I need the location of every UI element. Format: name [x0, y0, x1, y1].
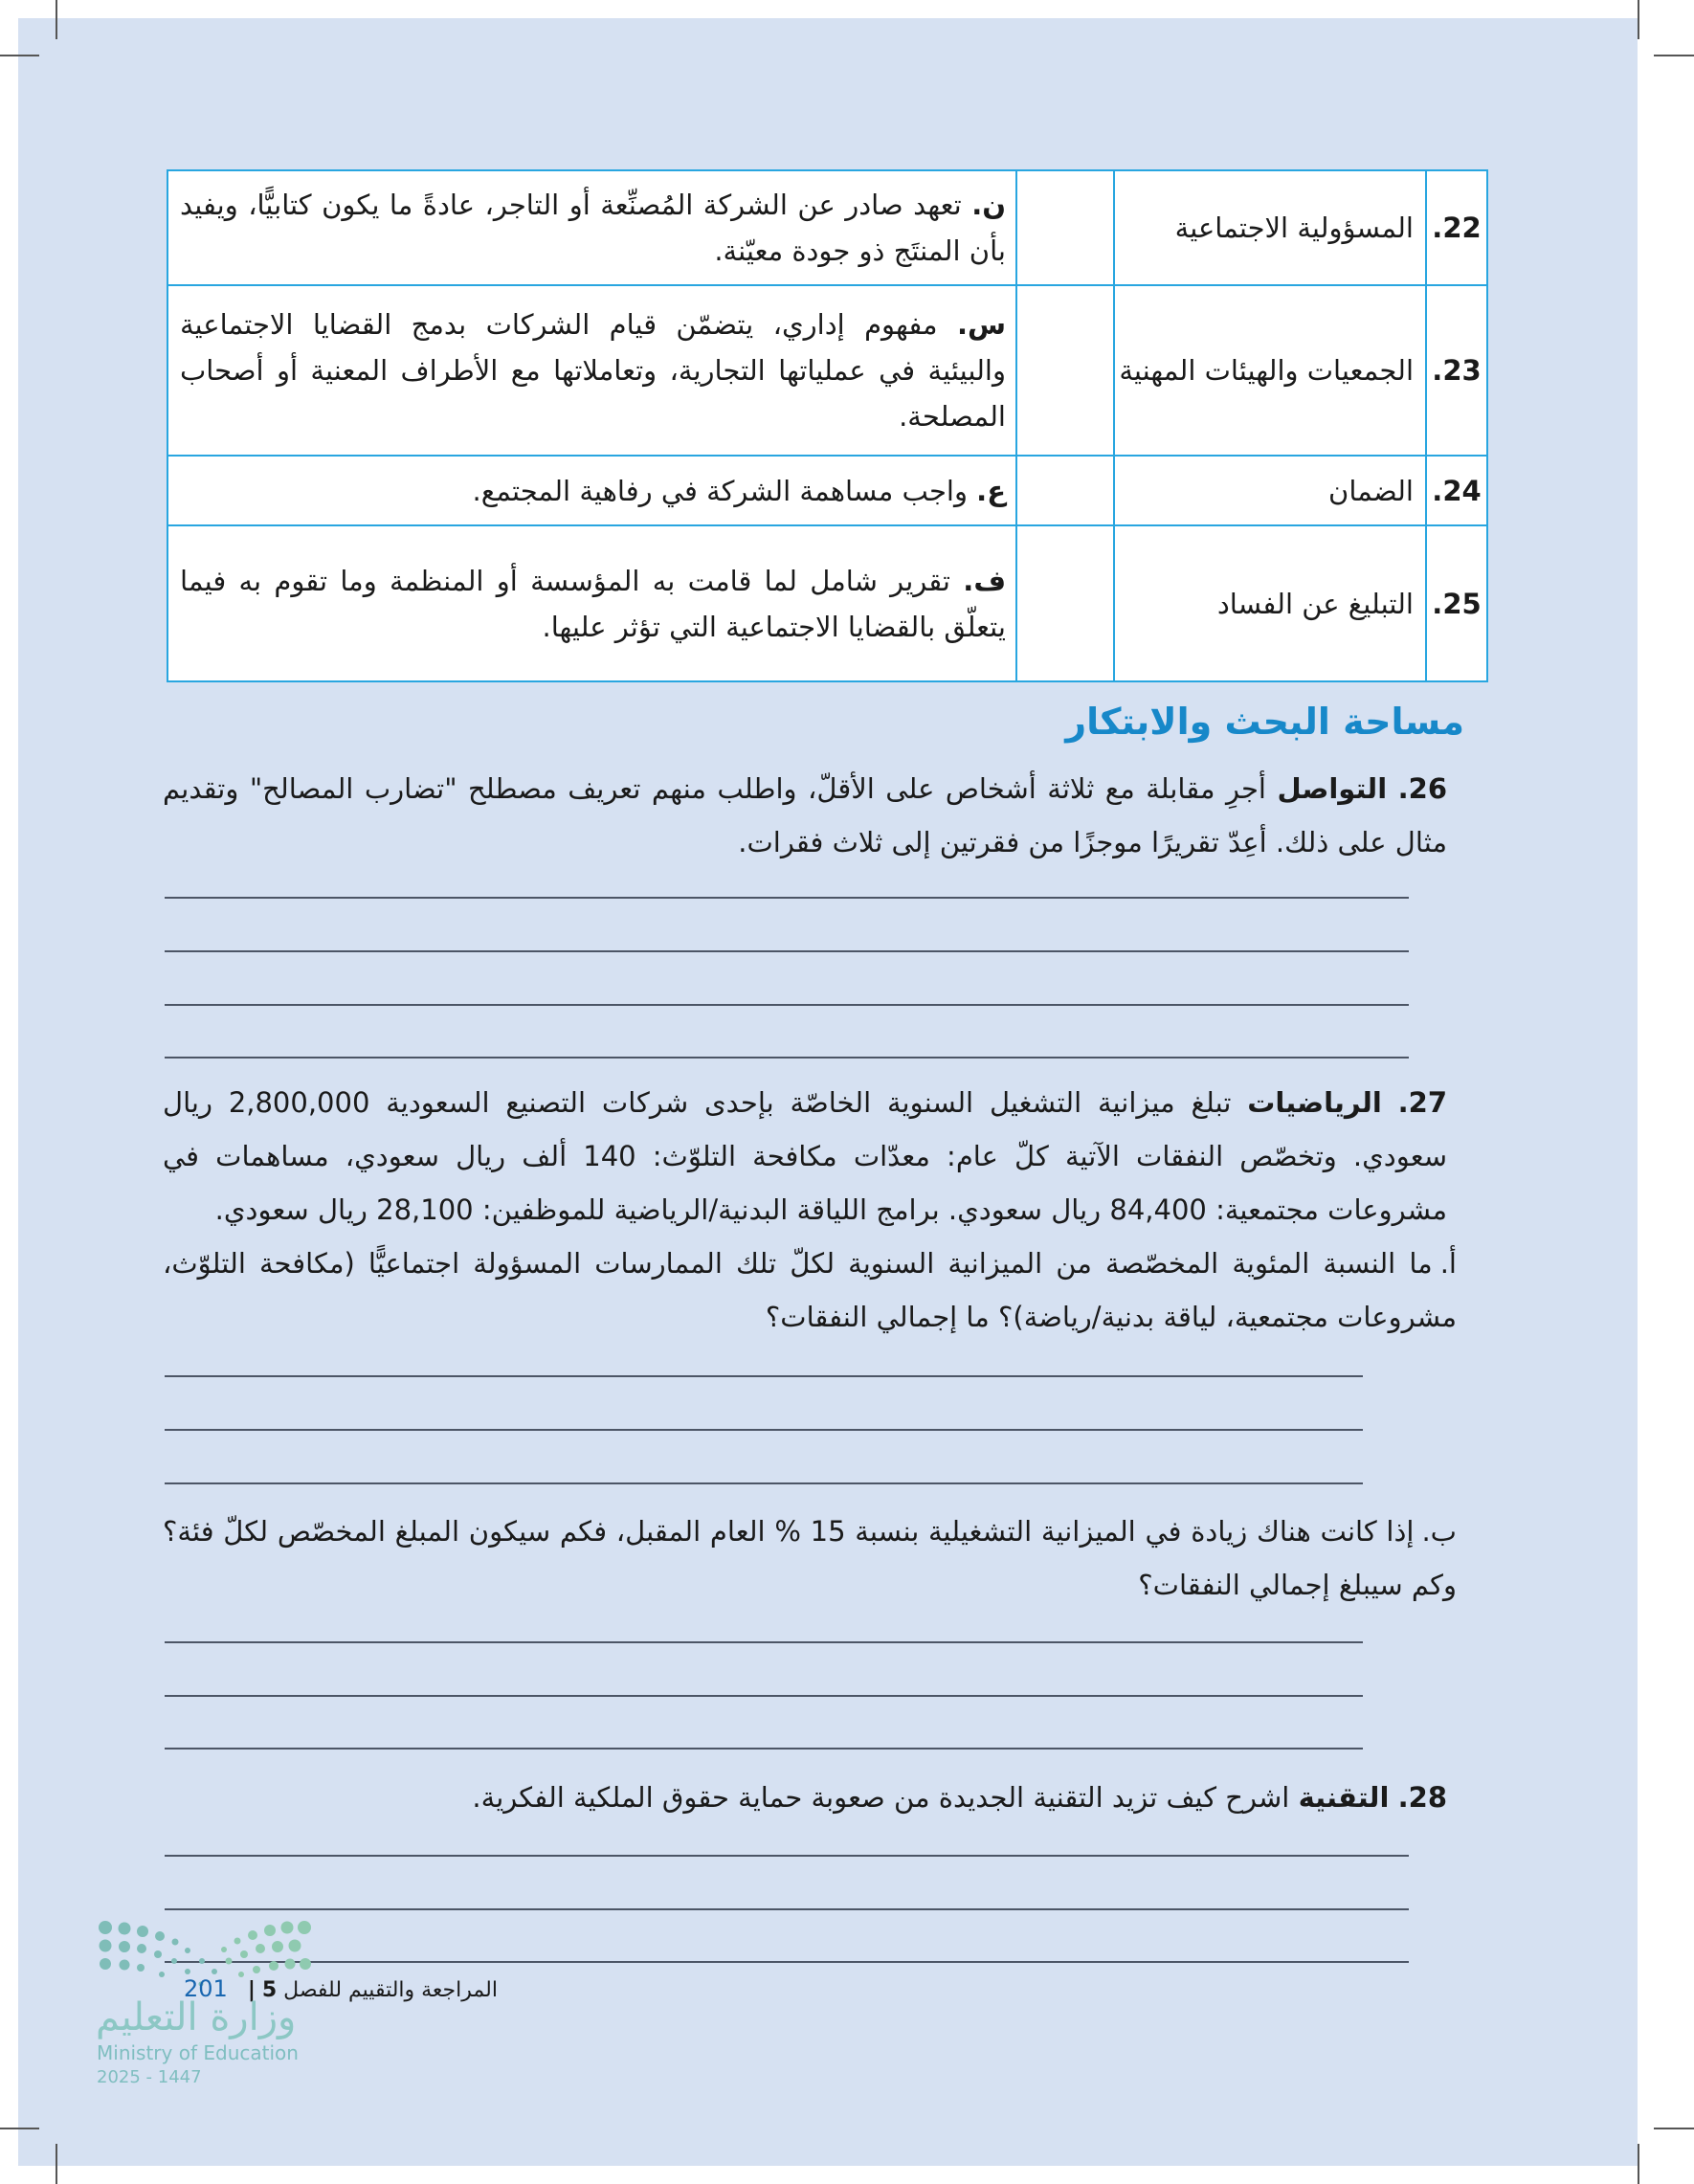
term-cell: الضمان	[1114, 456, 1426, 525]
definition-letter: ف.	[963, 564, 1007, 597]
answer-line[interactable]	[165, 1429, 1363, 1431]
chapter-label: المراجعة والتقييم للفصل	[283, 1978, 498, 2002]
question-26	[163, 762, 1447, 869]
definition-cell	[167, 525, 1016, 681]
crop-mark	[56, 2144, 57, 2184]
crop-mark	[1654, 2128, 1694, 2129]
definition-letter: ن.	[971, 189, 1007, 221]
ministry-logo-english: Ministry of Education	[97, 2041, 299, 2064]
section-heading: مساحة البحث والابتكار	[1065, 701, 1464, 743]
sub-question-letter: أ.	[1439, 1247, 1457, 1280]
table-row	[167, 525, 1487, 681]
definition-cell	[167, 285, 1016, 456]
question-text: اشرح كيف تزيد التقنية الجديدة من صعوبة حماية حقوق الملكية الفكرية.	[472, 1781, 1290, 1814]
question-27b	[163, 1504, 1457, 1612]
table-row	[167, 285, 1487, 456]
row-number: 25.	[1426, 525, 1487, 681]
answer-line[interactable]	[165, 1004, 1409, 1006]
question-27a	[163, 1237, 1457, 1344]
definition-text: تعهد صادر عن الشركة المُصنِّعة أو التاجر، عادةً ما يكون كتابيًّا، ويفيد بأن المنتَج ذو جودة معيّنة.	[180, 189, 1006, 267]
answer-blank-cell[interactable]	[1016, 456, 1114, 525]
definition-text: تقرير شامل لما قامت به المؤسسة أو المنظمة وما تقوم به فيما يتعلّق بالقضايا الاجتماعية التي تؤثر عليها.	[180, 564, 1006, 643]
sub-question-text: إذا كانت هناك زيادة في الميزانية التشغيلية بنسبة 15 % العام المقبل، فكم سيكون المبلغ المخصّص لكلّ فئة؟ وكم سيبلغ إجمالي النفقات؟	[163, 1515, 1457, 1601]
edition-year: 2025 - 1447	[97, 2067, 202, 2087]
term-cell: المسؤولية الاجتماعية	[1114, 170, 1426, 285]
crop-mark	[1638, 2144, 1639, 2184]
row-number: 24.	[1426, 456, 1487, 525]
row-number: 23.	[1426, 285, 1487, 456]
footer-separator: |	[247, 1978, 256, 2002]
question-text: أجرِ مقابلة مع ثلاثة أشخاص على الأقلّ، واطلب منهم تعريف مصطلح "تضارب المصالح" وتقديم مثال على ذلك. أعِدّ تقريرًا موجزًا من فقرتين إلى ثلاث فقرات.	[163, 772, 1447, 858]
answer-blank-cell[interactable]	[1016, 170, 1114, 285]
answer-line[interactable]	[165, 1641, 1363, 1643]
crop-mark	[56, 0, 57, 39]
answer-line[interactable]	[165, 1375, 1363, 1377]
answer-line[interactable]	[165, 1482, 1363, 1484]
definition-text: مفهوم إداري، يتضمّن قيام الشركات بدمج القضايا الاجتماعية والبيئية في عملياتها التجارية، وتعاملاتها مع الأطراف المعنية أو أصحاب المصلحة.	[180, 308, 1006, 433]
crop-mark	[0, 2128, 39, 2129]
sub-question-letter: ب.	[1421, 1515, 1457, 1548]
answer-line[interactable]	[165, 950, 1409, 952]
answer-line[interactable]	[165, 1908, 1409, 1910]
chapter-number: 5	[261, 1978, 278, 2002]
definition-cell	[167, 456, 1016, 525]
question-keyword: التواصل	[1277, 772, 1388, 805]
ministry-logo-arabic: وزارة التعليم	[96, 1995, 297, 2039]
page-number: 201	[184, 1975, 228, 2002]
crop-mark	[1654, 55, 1694, 56]
question-text: تبلغ ميزانية التشغيل السنوية الخاصّة بإحدى شركات التصنيع السعودية 2,800,000 ريال سعودي. وتخصّص النفقات الآتية كلّ عام: معدّات مكافحة التلوّث: 140 ألف ريال سعودي، مساهمات في مشروعات مجتمعية: 84,400 ريال سعودي. برامج اللياقة البدنية/الرياضية للموظفين: 28,100 ريال سعودي.	[163, 1086, 1447, 1226]
answer-line[interactable]	[165, 1855, 1409, 1857]
answer-line[interactable]	[165, 1695, 1363, 1697]
row-number: 22.	[1426, 170, 1487, 285]
question-number: 28.	[1397, 1781, 1447, 1814]
answer-line[interactable]	[165, 1961, 1409, 1963]
answer-blank-cell[interactable]	[1016, 525, 1114, 681]
question-keyword: التقنية	[1298, 1781, 1390, 1814]
table-row	[167, 456, 1487, 525]
question-number: 26.	[1397, 772, 1448, 805]
answer-line[interactable]	[165, 1057, 1409, 1059]
sub-question-text: ما النسبة المئوية المخصّصة من الميزانية السنوية لكلّ تلك الممارسات المسؤولة اجتماعيًّا (مكافحة التلوّث، مشروعات مجتمعية، لياقة بدنية/رياضة)؟ ما إجمالي النفقات؟	[163, 1247, 1457, 1333]
question-28	[163, 1771, 1447, 1824]
answer-line[interactable]	[165, 897, 1409, 899]
term-cell: الجمعيات والهيئات المهنية	[1114, 285, 1426, 456]
answer-blank-cell[interactable]	[1016, 285, 1114, 456]
matching-table	[167, 169, 1488, 682]
question-keyword: الرياضيات	[1247, 1086, 1382, 1119]
table-row	[167, 170, 1487, 285]
crop-mark	[0, 55, 39, 56]
question-number: 27.	[1397, 1086, 1448, 1119]
answer-line[interactable]	[165, 1748, 1363, 1749]
definition-text: واجب مساهمة الشركة في رفاهية المجتمع.	[472, 474, 968, 507]
term-cell: التبليغ عن الفساد	[1114, 525, 1426, 681]
crop-mark	[1638, 0, 1639, 39]
definition-letter: ع.	[976, 474, 1006, 507]
definition-letter: س.	[956, 308, 1007, 341]
definition-cell	[167, 170, 1016, 285]
question-27	[163, 1076, 1447, 1237]
